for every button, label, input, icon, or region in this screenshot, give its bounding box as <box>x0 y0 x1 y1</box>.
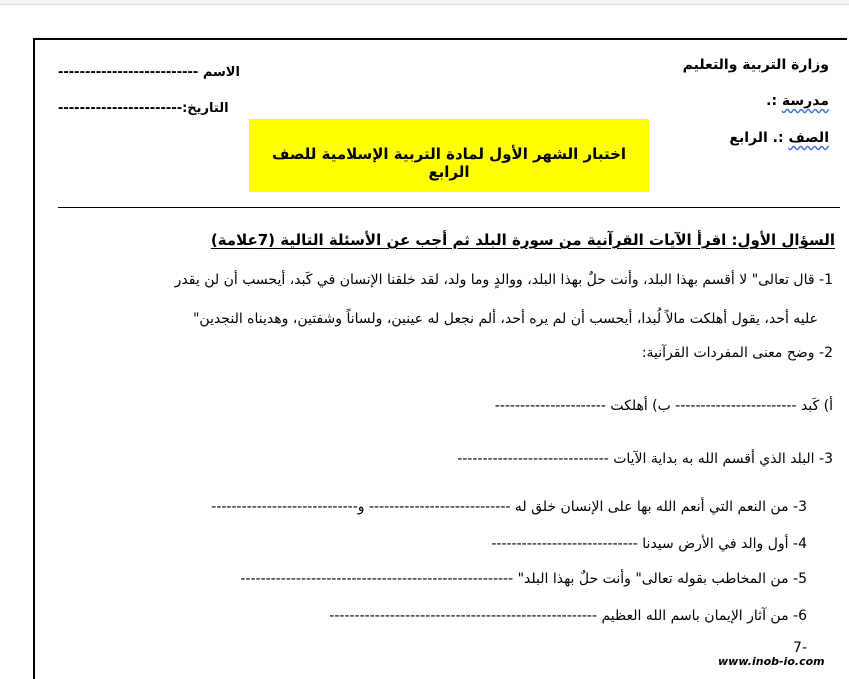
school-field <box>766 93 829 109</box>
exam-title: اختبار الشهر الأول لمادة التربية الإسلامية للصف الرابع <box>271 145 627 181</box>
name-blank-line: -------------------------- <box>58 65 199 80</box>
name-label: الاسم <box>202 65 240 80</box>
header-divider <box>58 207 840 208</box>
item2-text: 2- وضح معنى المفردات القرآنية: <box>641 345 833 361</box>
item2-vocab-blanks: أ) كَبد ------------------------ ب) أهلكت ---------------------- <box>494 398 833 414</box>
item1-line1: 1- قال تعالى" لا أقسم بهذا البلد، وأنت حلٌ بهذا البلد، ووالدٍ وما ولد، لقد خلقنا الإنسان في كَبد، أيحسب أن لن يقدر <box>174 272 833 288</box>
date-blank-line: ----------------------- <box>58 101 183 116</box>
item1-line2: عليه أحد، يقول أهلكت مالاً لُبدا، أيحسب أن لم يره أحد، ألم نجعل له عينين، ولساناً وشفتين، وهديناه النجدين" <box>192 311 818 327</box>
exam-title-box <box>249 119 649 192</box>
question1-heading: السؤال الأول: اقرأ الآيات القرآنية من سورة البلد ثم أجب عن الأسئلة التالية (7علامة) <box>210 231 835 249</box>
item3b-text: 3- من النعم التي أنعم الله بها على الإنسان خلق له ---------------------------- و----------------------------- <box>211 499 807 515</box>
item5-text: 5- من المخاطب بقوله تعالى" وأنت حلٌ بهذا البلد" ------------------------------------------------------ <box>240 571 807 587</box>
grade-label: الصف <box>788 130 829 146</box>
grade-value: :. الرابع <box>729 130 789 146</box>
window-top-bar <box>0 0 849 5</box>
item3a-text: 3- البلد الذي أقسم الله به بداية الآيات ------------------------------ <box>457 451 833 467</box>
website-watermark: www.inob-io.com <box>718 655 825 668</box>
grade-field <box>729 130 829 146</box>
name-field <box>58 65 240 80</box>
school-label: مدرسة <box>781 93 829 109</box>
item7-text: 7- <box>793 640 807 656</box>
date-label: التاريخ: <box>182 101 229 116</box>
item4-text: 4- أول والد في الأرض سيدنا ----------------------------- <box>491 536 807 552</box>
item6-text: 6- من آثار الإيمان باسم الله العظيم ----------------------------------------------------- <box>329 608 807 624</box>
ministry-label: وزارة التربية والتعليم <box>682 57 829 73</box>
date-field <box>58 101 229 116</box>
school-suffix: :. <box>766 93 782 109</box>
